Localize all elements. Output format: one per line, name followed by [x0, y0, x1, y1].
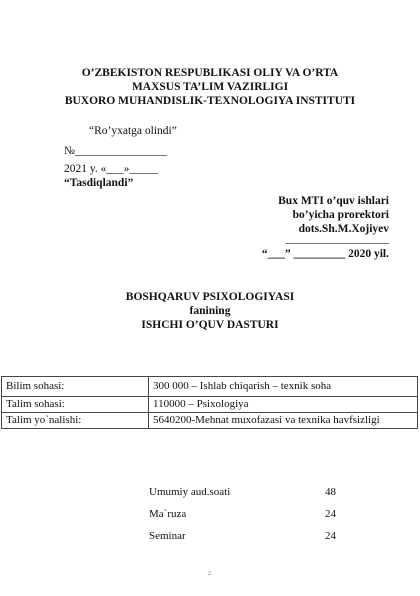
hours-value-total: 48 [325, 486, 336, 498]
table-cell-label: Talim yo`nalishi: [2, 413, 149, 429]
ministry-line-1: O’ZBEKISTON RESPUBLIKASI OLIY VA O’RTA [81, 67, 339, 79]
subject-fanining: fanining [189, 305, 231, 317]
hours-value-lecture: 24 [325, 508, 336, 520]
table-cell-label: Talim sohasi: [2, 397, 149, 413]
hours-label-lecture: Ma`ruza [149, 508, 187, 520]
table-cell-value: 300 000 – Ishlab chiqarish – texnik soha [149, 377, 418, 397]
subject-title: BOSHQARUV PSIXOLOGIYASI [125, 291, 295, 303]
registration-date: 2021 y. «___»_____ [64, 163, 159, 175]
approval-date: “___” _________ 2020 yil. [261, 248, 389, 260]
table-cell-value: 5640200-Mehnat muxofazasi va texnika havfsizligi [149, 413, 418, 429]
registration-label: “Ro’yxatga olindi” [89, 125, 177, 137]
hours-label-seminar: Seminar [149, 530, 186, 542]
document-type: ISHCHI O’QUV DASTURI [141, 319, 279, 331]
table-cell-value: 110000 – Psixologiya [149, 397, 418, 413]
hours-label-total: Umumiy aud.soati [149, 486, 231, 498]
institute-name: BUXORO MUHANDISLIK-TEXNOLOGIYA INSTITUTI [64, 95, 356, 107]
approved-label: “Tasdiqlandi” [64, 177, 134, 189]
table-row [2, 413, 418, 429]
registration-number: №________________ [64, 145, 167, 157]
page-number: 2 [208, 571, 211, 577]
approver-position-2: bo’yicha prorektori [292, 209, 389, 221]
table-cell-label: Bilim sohasi: [2, 377, 149, 397]
table-row [2, 397, 418, 413]
approver-name: dots.Sh.M.Xojiyev [298, 223, 389, 235]
approver-position-1: Bux MTI o’quv ishlari [278, 195, 389, 207]
table-row [2, 377, 418, 397]
signature-line: __________________ [285, 233, 389, 245]
info-table [1, 376, 418, 429]
hours-value-seminar: 24 [325, 530, 336, 542]
ministry-line-2: MAXSUS TA’LIM VAZIRLIGI [131, 81, 289, 93]
